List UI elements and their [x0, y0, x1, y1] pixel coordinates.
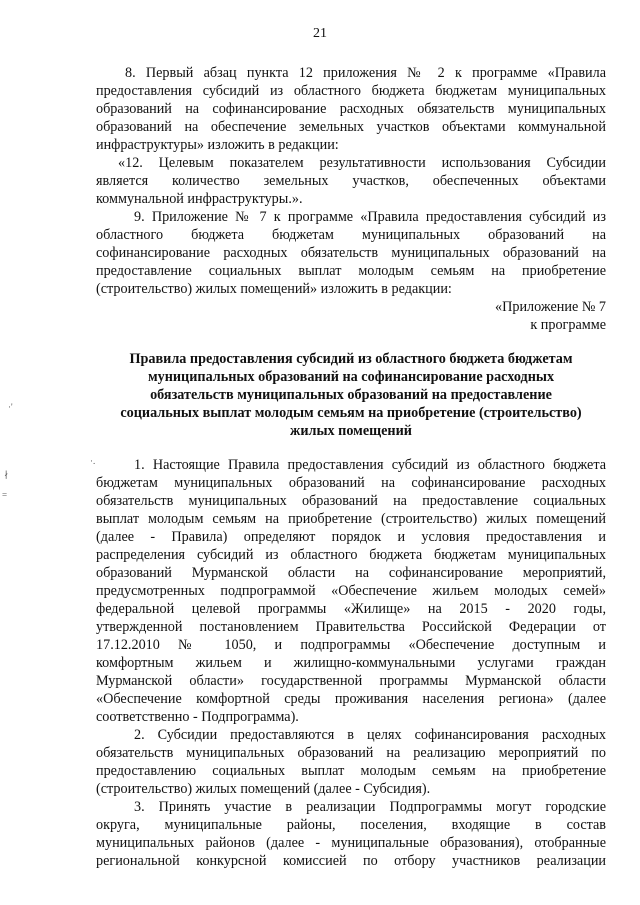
- paragraph-line: образований Мурманской области на софинансирование мероприятий,: [96, 565, 606, 581]
- paragraph-line: софинансирование расходных обязательств муниципальных образований на: [96, 245, 606, 261]
- paragraph-line: «Обеспечение комфортной среды проживания населения региона» (далее: [96, 691, 606, 707]
- paragraph-line: (строительство) жилых помещений (далее - Субсидия).: [96, 781, 431, 797]
- paragraph-line: образований на софинансирование расходных обязательств муниципальных: [96, 101, 606, 117]
- section-title: Правила предоставления субсидий из областного бюджета бюджетам: [129, 351, 573, 367]
- paragraph-line: коммунальной инфраструктуры.».: [96, 191, 303, 207]
- paragraph-line: 9. Приложение № 7 к программе «Правила предоставления субсидий из: [134, 209, 606, 225]
- paragraph-line: обязательств муниципальных образований на реализацию мероприятий по: [96, 745, 606, 761]
- section-title: социальных выплат молодым семьям на приобретение (строительство): [120, 405, 582, 421]
- paragraph-line: образований на обеспечение земельных участков объектами коммунальной: [96, 119, 606, 135]
- paragraph-line: «12. Целевым показателем результативности использования Субсидии: [118, 155, 606, 171]
- paragraph-line: (строительство) жилых помещений» изложить в редакции:: [96, 281, 452, 297]
- paragraph-line: инфраструктуры» изложить в редакции:: [96, 137, 339, 153]
- paragraph-line: муниципальных районов (далее - муниципальные образования), отобранные: [96, 835, 606, 851]
- paragraph-line: бюджетам муниципальных образований на софинансирование расходных: [96, 475, 606, 491]
- paragraph-line: обязательств муниципальных образований на предоставление социальных: [96, 493, 606, 509]
- paragraph-line: 3. Принять участие в реализации Подпрограммы могут городские: [134, 799, 606, 815]
- scan-artifact: ∤: [4, 470, 9, 480]
- paragraph-line: округа, муниципальные районы, поселения, входящие в состав: [96, 817, 606, 833]
- paragraph-line: комфортным жильем и жилищно-коммунальными услугами граждан: [96, 655, 606, 671]
- paragraph-line: является количество земельных участков, обеспеченных объектами: [96, 173, 606, 189]
- section-title: муниципальных образований на софинансирование расходных: [147, 369, 555, 385]
- scan-artifact: ·.: [90, 456, 96, 466]
- section-title: обязательств муниципальных образований на предоставление: [150, 387, 552, 403]
- scan-artifact: =: [2, 490, 8, 500]
- appendix-label: к программе: [530, 317, 606, 333]
- paragraph-line: Мурманской области» государственной программы Мурманской области: [96, 673, 606, 689]
- appendix-label: «Приложение № 7: [495, 299, 606, 315]
- paragraph-line: соответственно - Подпрограмма).: [96, 709, 299, 725]
- paragraph-line: предусмотренных подпрограммой «Обеспечение жильем молодых семей»: [96, 583, 606, 599]
- page-number: 21: [313, 26, 327, 41]
- paragraph-line: утвержденной постановлением Правительства Российской Федерации от: [96, 619, 606, 635]
- section-title: жилых помещений: [290, 423, 412, 439]
- paragraph-line: распределения субсидий из областного бюджета бюджетам муниципальных: [96, 547, 606, 563]
- paragraph-line: 2. Субсидии предоставляются в целях софинансирования расходных: [134, 727, 606, 743]
- paragraph-line: предоставления субсидий из областного бюджета бюджетам муниципальных: [96, 83, 606, 99]
- paragraph-line: 8. Первый абзац пункта 12 приложения № 2 к программе «Правила: [125, 65, 606, 81]
- paragraph-line: 1. Настоящие Правила предоставления субсидий из областного бюджета: [134, 457, 606, 473]
- paragraph-line: предоставление социальных выплат молодым семьям на приобретение: [96, 263, 606, 279]
- paragraph-line: выплат молодым семьям на приобретение (строительство) жилых помещений: [96, 511, 606, 527]
- paragraph-line: (далее - Правила) определяют порядок и условия предоставления и: [96, 529, 606, 545]
- paragraph-line: предоставлению социальных выплат молодым семьям на приобретение: [96, 763, 606, 779]
- paragraph-line: региональной конкурсной комиссией по отбору участников реализации: [96, 853, 606, 869]
- paragraph-line: федеральной целевой программы «Жилище» на 2015 - 2020 годы,: [96, 601, 606, 617]
- scan-artifact: ·': [8, 402, 13, 412]
- paragraph-line: областного бюджета бюджетам муниципальных образований на: [96, 227, 606, 243]
- paragraph-line: 17.12.2010 № 1050, и подпрограммы «Обеспечение доступным и: [96, 637, 606, 653]
